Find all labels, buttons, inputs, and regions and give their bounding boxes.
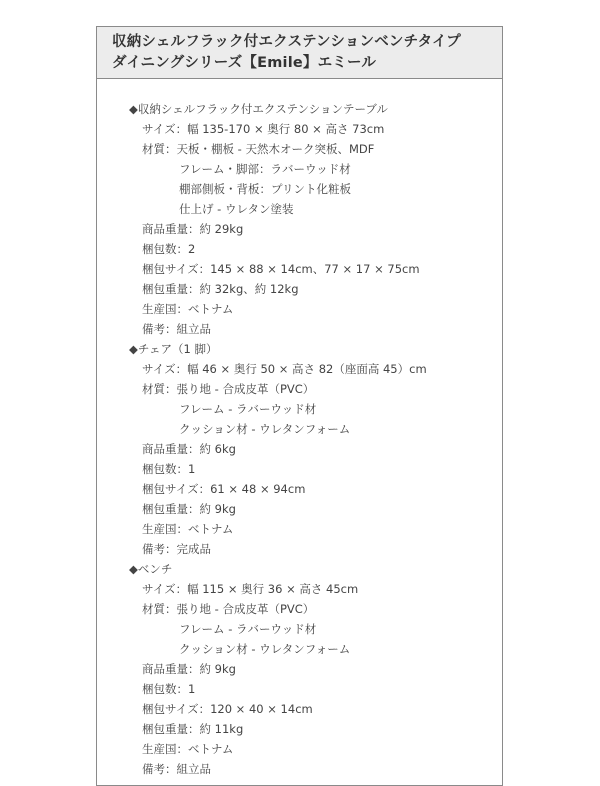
spec-header <box>97 27 502 79</box>
spec-line: 備考：完成品 <box>142 542 211 556</box>
section-heading: ◆収納シェルフラック付エクステンションテーブル <box>129 102 388 116</box>
spec-line: 梱包数：2 <box>142 242 196 256</box>
spec-line: 梱包サイズ：61 × 48 × 94cm <box>142 482 306 496</box>
spec-line: 梱包サイズ：120 × 40 × 14cm <box>142 702 313 716</box>
section-heading: ◆ベンチ <box>129 562 173 576</box>
spec-line: 材質：天板・棚板 - 天然木オーク突板、MDF <box>142 142 375 156</box>
spec-line: 梱包重量：約 32kg、約 12kg <box>142 282 299 296</box>
spec-line: 梱包サイズ：145 × 88 × 14cm、77 × 17 × 75cm <box>142 262 420 276</box>
spec-line: 生産国：ベトナム <box>142 302 234 316</box>
spec-line: 商品重量：約 6kg <box>142 442 236 456</box>
spec-line: サイズ：幅 115 × 奥行 36 × 高さ 45cm <box>142 582 359 596</box>
spec-line: 備考：組立品 <box>142 762 211 776</box>
spec-line: サイズ：幅 135-170 × 奥行 80 × 高さ 73cm <box>142 122 385 136</box>
spec-subline: フレーム・脚部：ラバーウッド材 <box>179 162 351 176</box>
spec-line: 梱包重量：約 9kg <box>142 502 236 516</box>
spec-body <box>97 79 502 779</box>
spec-line: 備考：組立品 <box>142 322 211 336</box>
spec-line: 材質：張り地 - 合成皮革（PVC） <box>142 382 315 396</box>
spec-line: 梱包数：1 <box>142 462 196 476</box>
spec-subline: 仕上げ - ウレタン塗装 <box>179 202 294 216</box>
section-heading: ◆チェア（1 脚） <box>129 342 218 356</box>
spec-line: 商品重量：約 9kg <box>142 662 236 676</box>
spec-line: 梱包重量：約 11kg <box>142 722 244 736</box>
spec-subline: フレーム - ラバーウッド材 <box>179 402 317 416</box>
spec-line: 生産国：ベトナム <box>142 522 234 536</box>
spec-subline: 棚部側板・背板：プリント化粧板 <box>179 182 352 196</box>
spec-line: 材質：張り地 - 合成皮革（PVC） <box>142 602 315 616</box>
spec-subline: クッション材 - ウレタンフォーム <box>179 642 351 656</box>
spec-subline: クッション材 - ウレタンフォーム <box>179 422 351 436</box>
spec-subline: フレーム - ラバーウッド材 <box>179 622 317 636</box>
spec-line: 梱包数：1 <box>142 682 196 696</box>
spec-panel <box>96 26 503 786</box>
product-title-line2: ダイニングシリーズ【Emile】エミール <box>112 55 377 71</box>
spec-line: サイズ：幅 46 × 奥行 50 × 高さ 82（座面高 45）cm <box>142 362 427 376</box>
spec-line: 商品重量：約 29kg <box>142 222 244 236</box>
spec-line: 生産国：ベトナム <box>142 742 234 756</box>
product-title-line1: 収納シェルフラック付エクステンションベンチタイプ <box>112 34 461 50</box>
